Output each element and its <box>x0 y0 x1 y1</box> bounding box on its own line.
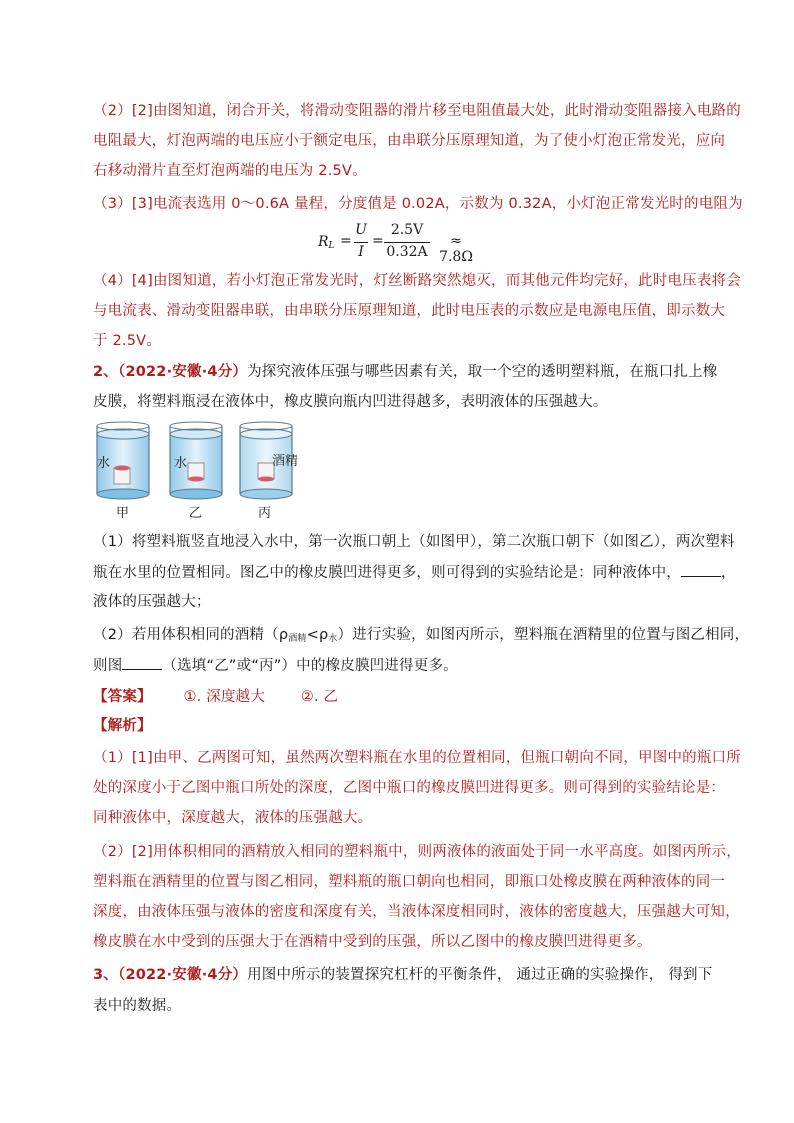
question2-sub2-text-a: （2）若用体积相同的酒精（ρ <box>93 627 289 643</box>
label-water-yi: 水 <box>174 456 188 471</box>
formula-den2: 0.32A <box>386 244 428 260</box>
analysis-q2-p2-line3: 深度，由液体压强与液体的密度和深度有关，当液体深度相同时，液体的密度越大，压强越大可知， <box>93 904 740 920</box>
analysis-part3-line1: （3）[3]电流表选用 0～0.6A 量程，分度值是 0.02A，示数为 0.32A，小灯泡正常发光时的电阻为 <box>93 196 743 212</box>
rho-less-than: <ρ <box>306 627 329 643</box>
question2-sub2-text-b: ）进行实验，如图丙所示，塑料瓶在酒精里的位置与图乙相同， <box>337 627 750 643</box>
caption-jia: 甲 <box>116 506 130 521</box>
analysis-q2-p2-line1: （2）[2]用体积相同的酒精放入相同的塑料瓶中，则两液体的液面处于同一水平高度。如图丙所示， <box>93 844 741 860</box>
question2-sub2-line2-text-b: （选填“乙”或“丙”）中的橡皮膜凹进得更多。 <box>162 658 458 674</box>
formula-eq2: = <box>372 233 384 249</box>
analysis-part4-line1: （4）[4]由图知道，若小灯泡正常发光时，灯丝断路突然熄灭，而其他元件均完好，此时电压表将会 <box>93 273 741 289</box>
formula-den1: I <box>358 244 364 260</box>
question2-sub2-line2-text-a: 则图 <box>93 658 123 674</box>
resistance-formula <box>318 222 478 264</box>
formula-num1: U <box>355 222 367 238</box>
question2-prefix: 2、（2022·安徽·4分） <box>93 364 248 380</box>
question3-prefix: 3、（2022·安徽·4分） <box>93 967 248 983</box>
analysis-q2-p1-line3: 同种液体中，深度越大，液体的压强越大。 <box>93 810 373 826</box>
label-water-jia: 水 <box>97 456 111 471</box>
answer-2: ②. 乙 <box>300 689 339 705</box>
question2-line2: 皮膜，将塑料瓶浸在液体中，橡皮膜向瓶内凹进得越多，表明液体的压强越大。 <box>93 394 608 410</box>
caption-yi: 乙 <box>189 506 203 521</box>
question2-sub1-line2-comma: ， <box>721 565 736 581</box>
caption-bing: 丙 <box>258 506 272 521</box>
question2-line1-text: 为探究液体压强与哪些因素有关，取一个空的透明塑料瓶，在瓶口扎上橡 <box>247 364 718 380</box>
rho-subscript-alcohol: 酒精 <box>288 634 307 644</box>
question2-sub1-line1: （1）将塑料瓶竖直地浸入水中，第一次瓶口朝上（如图甲），第二次瓶口朝下（如图乙），两次塑料 <box>93 534 735 550</box>
question2-line1 <box>93 362 718 382</box>
formula-num2: 2.5V <box>390 222 424 238</box>
answer-1: ①. 深度越大 <box>183 689 266 705</box>
analysis-q2-p1-line2: 处的深度小于乙图中瓶口所处的深度，乙图中瓶口的橡皮膜凹进得更多。则可得到的实验结论是： <box>93 780 726 796</box>
analysis-q2-p1-line1: （1）[1]由甲、乙两图可知，虽然两次塑料瓶在水里的位置相同，但瓶口朝向不同，甲图中的瓶口所 <box>93 750 741 766</box>
question2-sub1-line2-text: 瓶在水里的位置相同。图乙中的橡皮膜凹进得更多，则可得到的实验结论是：同种液体中， <box>93 565 681 581</box>
formula-lhs: $R_L$ <box>318 234 335 251</box>
rho-subscript-water: 水 <box>328 634 338 644</box>
formula-approx: ≈ 7.8Ω <box>439 233 473 265</box>
analysis-part2-line1: （2）[2]由图知道，闭合开关，将滑动变阻器的滑片移至电阻值最大处，此时滑动变阻器接入电路的 <box>93 103 741 119</box>
analysis-q2-p2-line2: 塑料瓶在酒精里的位置与图乙相同，塑料瓶的瓶口朝向也相同，即瓶口处橡皮膜在两种液体的同一 <box>93 874 726 890</box>
analysis-label: 【解析】 <box>93 718 152 734</box>
analysis-part2-line2: 电阻最大，灯泡两端的电压应小于额定电压，由串联分压原理知道，为了使小灯泡正常发光，应向 <box>93 133 726 149</box>
analysis-part4-line2: 与电流表、滑动变阻器串联，由串联分压原理知道，此时电压表的示数应是电源电压值，即示数大 <box>93 303 726 319</box>
question2-sub1-line3: 液体的压强越大； <box>93 594 211 610</box>
answer-blank-2 <box>122 655 162 670</box>
question2-sub1-line2 <box>93 562 736 583</box>
analysis-q2-p2-line4: 橡皮膜在水中受到的压强大于在酒精中受到的压强，所以乙图中的橡皮膜凹进得更多。 <box>93 934 652 950</box>
answer-blank-1 <box>681 562 721 577</box>
formula-bar2 <box>384 242 430 243</box>
question2-sub2-line2 <box>93 655 458 676</box>
question3-line1-text: 用图中所示的装置探究杠杆的平衡条件， 通过正确的实验操作， 得到下 <box>247 967 713 983</box>
answer-line <box>93 687 338 707</box>
question3-line2: 表中的数据。 <box>93 998 182 1014</box>
question3-line1 <box>93 965 712 985</box>
answer-label: 【答案】 <box>93 689 152 705</box>
analysis-part2-line3: 右移动滑片直至灯泡两端的电压为 2.5V。 <box>93 163 367 179</box>
label-alcohol: 酒精 <box>272 454 299 469</box>
formula-eq1: = <box>340 233 352 249</box>
formula-bar1 <box>354 242 368 243</box>
beakers-figure <box>92 418 312 520</box>
question2-sub2-line1 <box>93 625 749 649</box>
analysis-part4-line3: 于 2.5V。 <box>93 333 161 349</box>
